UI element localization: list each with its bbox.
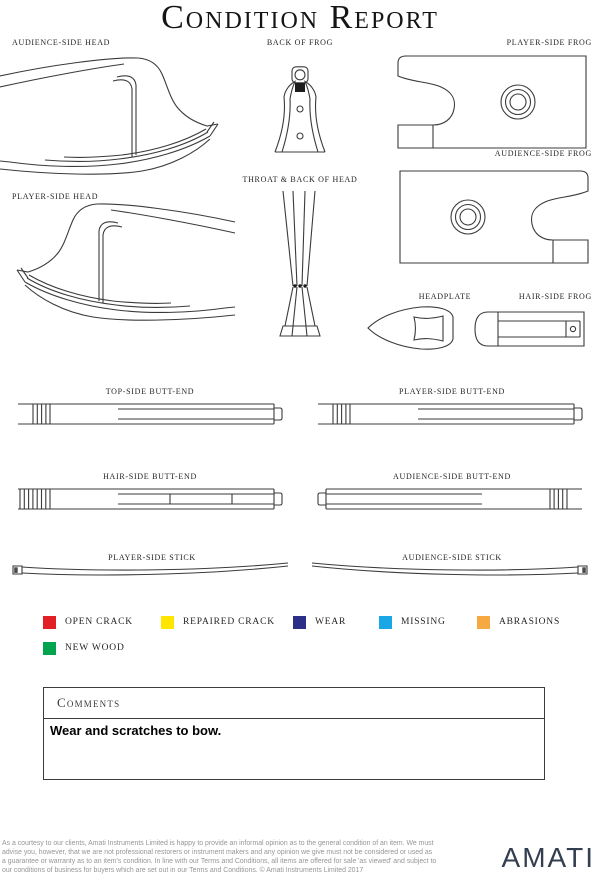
legend-label: MISSING (401, 616, 446, 627)
label-player-side-head: PLAYER-SIDE HEAD (12, 192, 99, 201)
repaired-crack-swatch (161, 616, 174, 629)
new-wood-swatch (43, 642, 56, 655)
label-audience-side-frog: AUDIENCE-SIDE FROG (494, 149, 592, 158)
legend-label: WEAR (315, 616, 347, 627)
top-side-butt-end-diagram (14, 400, 286, 428)
audience-side-frog-diagram (394, 166, 592, 265)
footer-disclaimer (2, 840, 436, 876)
legend-item-abrasions (477, 615, 560, 629)
label-player-side-stick: PLAYER-SIDE STICK (108, 553, 196, 562)
legend-item-open-crack (43, 615, 133, 629)
legend-label: OPEN CRACK (65, 616, 133, 627)
label-player-side-butt-end: PLAYER-SIDE BUTT-END (398, 387, 506, 396)
label-audience-side-butt-end: AUDIENCE-SIDE BUTT-END (393, 472, 511, 481)
comments-header: Comments (44, 688, 544, 719)
back-of-frog-diagram (272, 66, 328, 156)
open-crack-swatch (43, 616, 56, 629)
label-top-side-butt-end: TOP-SIDE BUTT-END (105, 387, 195, 396)
legend-label: REPAIRED CRACK (183, 616, 275, 627)
throat-and-back-of-head-diagram (270, 190, 330, 342)
page-title: Condition Report (161, 0, 439, 36)
label-hair-side-frog: HAIR-SIDE FROG (518, 292, 592, 301)
legend-label: ABRASIONS (499, 616, 561, 627)
legend-item-missing (379, 615, 446, 629)
label-audience-side-head: AUDIENCE-SIDE HEAD (12, 38, 111, 47)
player-side-stick-diagram (10, 560, 290, 580)
player-side-butt-end-diagram (314, 400, 586, 428)
audience-side-stick-diagram (310, 560, 590, 580)
legend-item-new-wood (43, 641, 125, 655)
label-headplate: HEADPLATE (418, 292, 472, 301)
hair-side-frog-diagram (472, 310, 588, 348)
label-hair-side-butt-end: HAIR-SIDE BUTT-END (103, 472, 197, 481)
player-side-frog-diagram (394, 51, 592, 150)
comments-box (43, 687, 545, 780)
player-side-head-diagram (0, 198, 235, 336)
disclaimer-line: As a courtesy to our clients, Amati Instruments Limited is happy to provide an informal opinion as to the general condition of an item. We must (2, 840, 434, 847)
abrasions-swatch (477, 616, 490, 629)
disclaimer-line: a guarantee or warranty as to an item's condition. In line with our Terms and Conditions, all items are offered for sale 'as viewed' and subject to (2, 857, 437, 865)
comments-value: Wear and scratches to bow. (50, 723, 222, 738)
missing-swatch (379, 616, 392, 629)
wear-swatch (293, 616, 306, 629)
headplate-diagram (366, 304, 458, 352)
audience-side-butt-end-diagram (314, 485, 586, 513)
disclaimer-line: advise you, however, that we are not professional restorers or instrument makers and any opinion we give must not be considered or used as (2, 848, 433, 856)
label-player-side-frog: PLAYER-SIDE FROG (506, 38, 592, 47)
disclaimer-line: our conditions of business for buyers which are set out in our Terms and Conditions. © Amati Instruments Limited 2017 (2, 866, 364, 874)
label-back-of-frog: BACK OF FROG (266, 38, 334, 47)
label-throat-and-back-of-head: THROAT & BACK OF HEAD (242, 175, 358, 184)
legend-label: NEW WOOD (65, 642, 125, 653)
hair-side-butt-end-diagram (14, 485, 286, 513)
label-audience-side-stick: AUDIENCE-SIDE STICK (402, 553, 502, 562)
amati-logo: AMATI (501, 842, 595, 873)
legend-item-wear (293, 615, 346, 629)
legend-item-repaired-crack (161, 615, 275, 629)
audience-side-head-diagram (0, 52, 235, 190)
